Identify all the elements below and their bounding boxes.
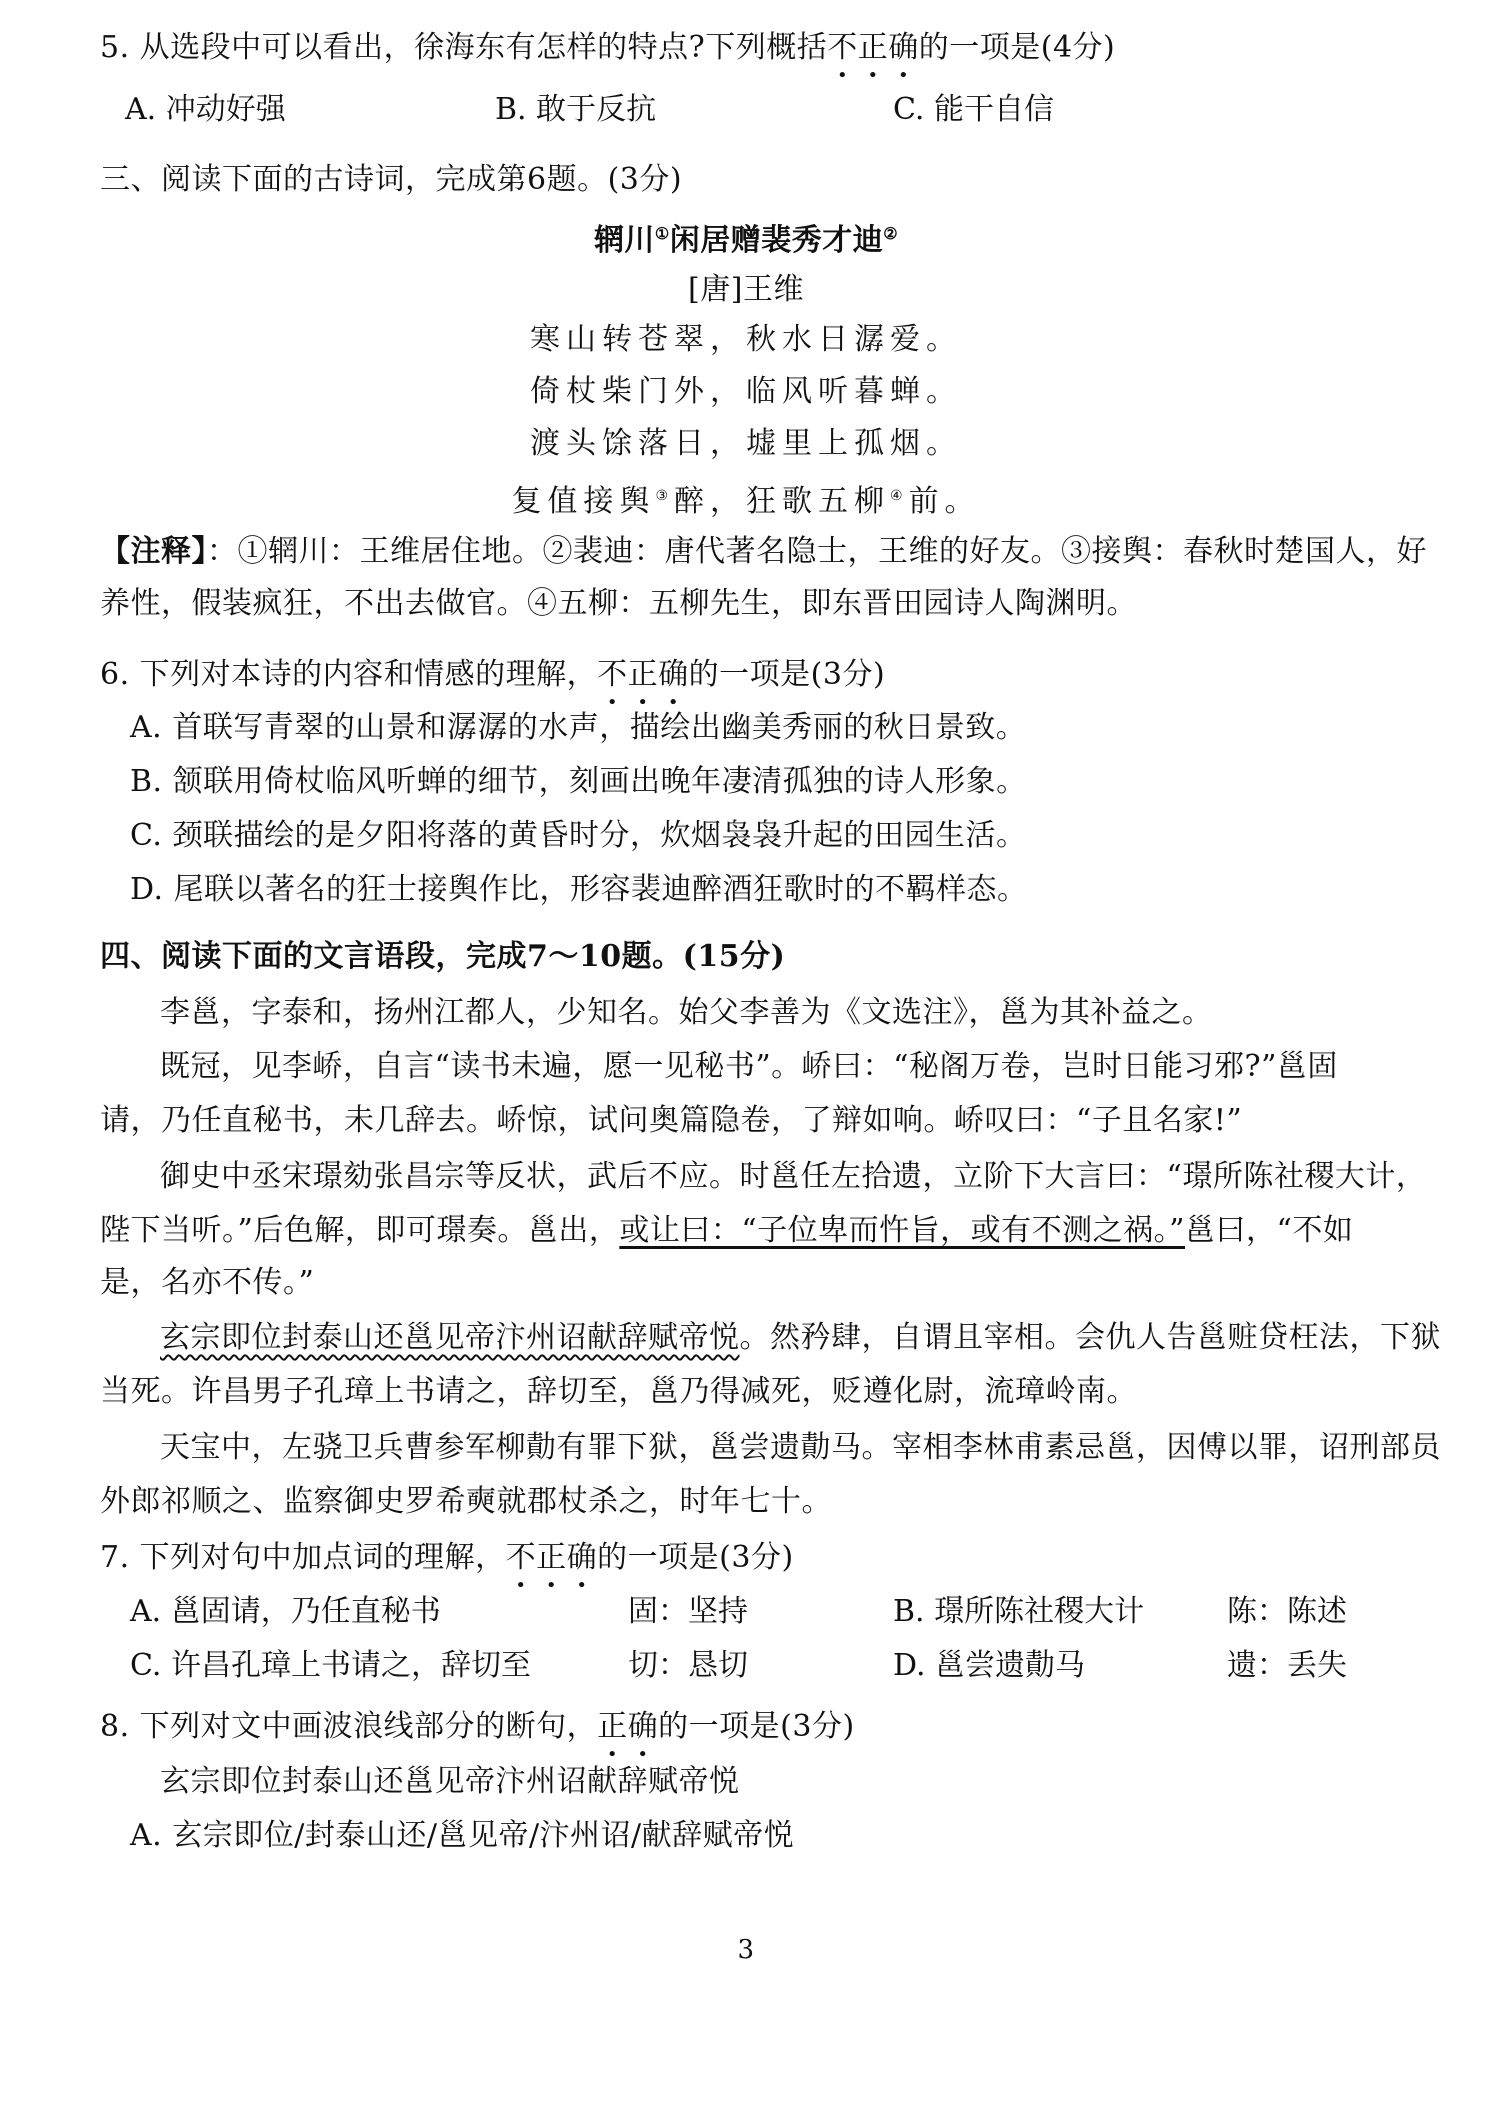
q6-option-c[interactable]: C. 颈联描绘的是夕阳将落的黄昏时分，炊烟袅袅升起的田园生活。 bbox=[130, 818, 1027, 853]
passage-line: 御史中丞宋璟劾张昌宗等反状，武后不应。时邕任左拾遗，立阶下大言曰：“璟所陈社稷大计， bbox=[160, 1159, 1427, 1194]
q7-option-a[interactable]: A. 邕固请，乃任直秘书 bbox=[130, 1594, 441, 1629]
q5-option-a[interactable]: A. 冲动好强 bbox=[125, 92, 286, 127]
q7-options-row bbox=[0, 1646, 1492, 1686]
notes-label: 【注释】 bbox=[100, 534, 207, 569]
passage-line: 陛下当听。”后色解，即可璟奏。邕出，或让曰：“子位卑而忤旨，或有不测之祸。”邕曰，“不如 bbox=[100, 1213, 1354, 1248]
poem-line: 倚杖柴门外，临风听暮蝉。 bbox=[530, 374, 962, 409]
passage-line: 外郎祁顺之、监察御史罗希奭就郡杖杀之，时年七十。 bbox=[100, 1484, 832, 1519]
q6-option-d[interactable]: D. 尾联以著名的狂士接舆作比，形容裴迪醉酒狂歌时的不羁样态。 bbox=[130, 872, 1028, 907]
q7-options-row bbox=[0, 1592, 1492, 1632]
poem-line: 复值接舆③醉，狂歌五柳④前。 bbox=[511, 484, 981, 519]
page-number: 3 bbox=[737, 1935, 755, 1965]
passage-line: 既冠，见李峤，自言“读书未遍，愿一见秘书”。峤曰：“秘阁万卷，岂时日能习邪?”邕固 bbox=[160, 1049, 1338, 1084]
emphasis-mark: 不 bbox=[505, 1540, 537, 1575]
emphasis-mark: 确 bbox=[627, 1709, 659, 1744]
passage-line: 李邕，字泰和，扬州江都人，少知名。始父李善为《文选注》，邕为其补益之。 bbox=[160, 995, 1213, 1030]
passage-line: 当死。许昌男子孔璋上书请之，辞切至，邕乃得减死，贬遵化尉，流璋岭南。 bbox=[100, 1374, 1137, 1409]
q6-option-b[interactable]: B. 颔联用倚杖临风听蝉的细节，刻画出晚年凄清孤独的诗人形象。 bbox=[130, 764, 1027, 799]
emphasis-mark: 确 bbox=[566, 1540, 598, 1575]
q7-option-c[interactable]: C. 许昌孔璋上书请之，辞切至 bbox=[130, 1648, 531, 1683]
q8-stem: 8. 下列对文中画波浪线部分的断句，正确的一项是(3分) bbox=[100, 1709, 855, 1744]
poem-line: 渡头馀落日，墟里上孤烟。 bbox=[530, 426, 962, 461]
q6-option-a[interactable]: A. 首联写青翠的山景和潺潺的水声，描绘出幽美秀丽的秋日景致。 bbox=[130, 710, 1027, 745]
emphasis-mark: 不 bbox=[597, 657, 628, 692]
q7-option-c-gloss: 切：恳切 bbox=[628, 1648, 748, 1683]
q7-option-a-gloss: 固：坚持 bbox=[628, 1594, 748, 1629]
q7-option-b[interactable]: B. 璟所陈社稷大计 bbox=[893, 1594, 1145, 1629]
emphasis-mark: 正 bbox=[597, 1709, 628, 1744]
section-4-heading: 四、阅读下面的文言语段，完成7～10题。(15分) bbox=[100, 939, 786, 974]
emphasis-mark: 确 bbox=[888, 30, 919, 65]
q7-stem: 7. 下列对句中加点词的理解，不正确的一项是(3分) bbox=[100, 1540, 794, 1575]
wavy-underlined-sentence: 玄宗即位封泰山还邕见帝汴州诏献辞赋帝悦 bbox=[160, 1320, 740, 1355]
section-3-heading: 三、阅读下面的古诗词，完成第6题。(3分) bbox=[100, 162, 683, 197]
q5-stem: 5. 从选段中可以看出，徐海东有怎样的特点?下列概括不正确的一项是(4分) bbox=[100, 30, 1116, 65]
poem-line: 寒山转苍翠，秋水日潺爱。 bbox=[530, 322, 962, 357]
emphasis-mark: 确 bbox=[658, 657, 689, 692]
emphasis-mark: 不 bbox=[827, 30, 858, 65]
q8-option-a[interactable]: A. 玄宗即位/封泰山还/邕见帝/汴州诏/献辞赋帝悦 bbox=[130, 1818, 795, 1853]
emphasis-mark: 正 bbox=[857, 30, 889, 65]
q5-option-c[interactable]: C. 能干自信 bbox=[893, 92, 1054, 127]
q5-options bbox=[0, 90, 1492, 130]
q7-option-d[interactable]: D. 邕尝遗勣马 bbox=[893, 1648, 1086, 1683]
poem-title: 辋川①闲居赠裴秀才迪② bbox=[593, 223, 899, 258]
q5-option-b[interactable]: B. 敢于反抗 bbox=[495, 92, 657, 127]
q7-option-d-gloss: 遗：丢失 bbox=[1227, 1648, 1347, 1683]
emphasis-mark: 正 bbox=[627, 657, 659, 692]
passage-line: 天宝中，左骁卫兵曹参军柳勣有罪下狱，邕尝遗勣马。宰相李林甫素忌邕，因傅以罪，诏刑部员 bbox=[160, 1430, 1441, 1465]
q6-stem: 6. 下列对本诗的内容和情感的理解，不正确的一项是(3分) bbox=[100, 657, 886, 692]
passage-line: 请，乃任直秘书，未几辞去。峤惊，试问奥篇隐卷，了辩如响。峤叹曰：“子且名家!” bbox=[100, 1103, 1243, 1138]
passage-line: 玄宗即位封泰山还邕见帝汴州诏献辞赋帝悦。然矜肆，自谓且宰相。会仇人告邕赃贷枉法，下狱 bbox=[160, 1320, 1441, 1355]
notes-line: 【注释】：①辋川：王维居住地。②裴迪：唐代著名隐士，王维的好友。③接舆：春秋时楚国人，好 bbox=[100, 534, 1427, 569]
q7-option-b-gloss: 陈：陈述 bbox=[1227, 1594, 1347, 1629]
notes-line: 养性，假装疯狂，不出去做官。④五柳：五柳先生，即东晋田园诗人陶渊明。 bbox=[100, 586, 1137, 621]
emphasis-mark: 正 bbox=[536, 1540, 567, 1575]
q8-sentence: 玄宗即位封泰山还邕见帝汴州诏献辞赋帝悦 bbox=[160, 1764, 740, 1799]
passage-line: 是，名亦不传。” bbox=[100, 1265, 315, 1300]
poem-author: [唐]王维 bbox=[688, 272, 804, 307]
underlined-sentence: 或让曰：“子位卑而忤旨，或有不测之祸。” bbox=[619, 1213, 1186, 1248]
